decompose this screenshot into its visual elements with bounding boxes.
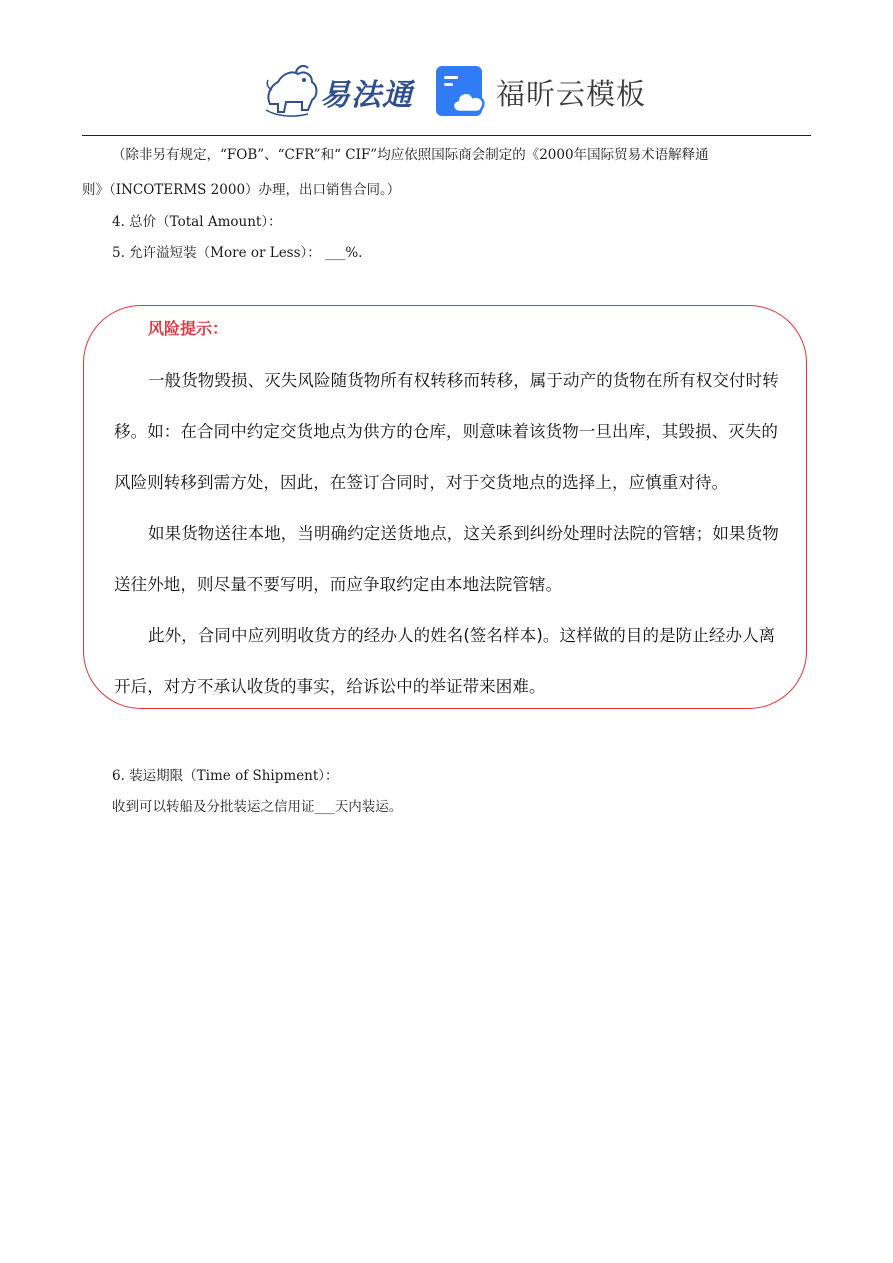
risk-line: 风险则转移到需方处，因此，在签订合同时，对于交货地点的选择上，应慎重对待。 [114, 473, 729, 492]
risk-line: 一般货物毁损、灭失风险随货物所有权转移而转移，属于动产的货物在所有权交付时转 [148, 371, 779, 390]
risk-notice-box [83, 305, 807, 709]
intro-line-2: 则》（INCOTERMS 2000）办理，出口销售合同。） [82, 182, 401, 198]
qilin-logo-icon [262, 60, 324, 120]
clause-shipment-detail: 收到可以转船及分批装运之信用证___天内装运。 [112, 799, 403, 815]
risk-line: 送往外地，则尽量不要写明，而应争取约定由本地法院管辖。 [114, 575, 563, 594]
risk-line: 开后，对方不承认收货的事实，给诉讼中的举证带来困难。 [114, 677, 546, 696]
risk-line: 移。如：在合同中约定交货地点为供方的仓库，则意味着该货物一旦出库，其毁损、灭失的 [114, 422, 778, 441]
risk-line: 如果货物送往本地，当明确约定送货地点，这关系到纠纷处理时法院的管辖；如果货物 [148, 524, 779, 543]
risk-line: 此外，合同中应列明收货方的经办人的姓名(签名样本)。这样做的目的是防止经办人离 [148, 626, 776, 645]
clause-time-of-shipment: 6. 装运期限（Time of Shipment）： [112, 768, 339, 784]
clause-total-amount: 4. 总价（Total Amount）： [112, 214, 282, 230]
clause-more-or-less: 5. 允许溢短装（More or Less）： ___%. [112, 245, 363, 261]
header-divider [82, 135, 811, 136]
brand-foxit-template: 福昕云模板 [496, 77, 647, 111]
intro-line-1: （除非另有规定，“FOB”、“CFR”和“ CIF”均应依照国际商会制定的《2000年国际贸易术语解释通 [112, 147, 709, 163]
brand-yifatong: 易法通 [320, 78, 413, 113]
risk-notice-title: 风险提示： [148, 319, 229, 338]
page-header [0, 0, 893, 136]
foxit-cloud-logo-icon [436, 66, 488, 118]
